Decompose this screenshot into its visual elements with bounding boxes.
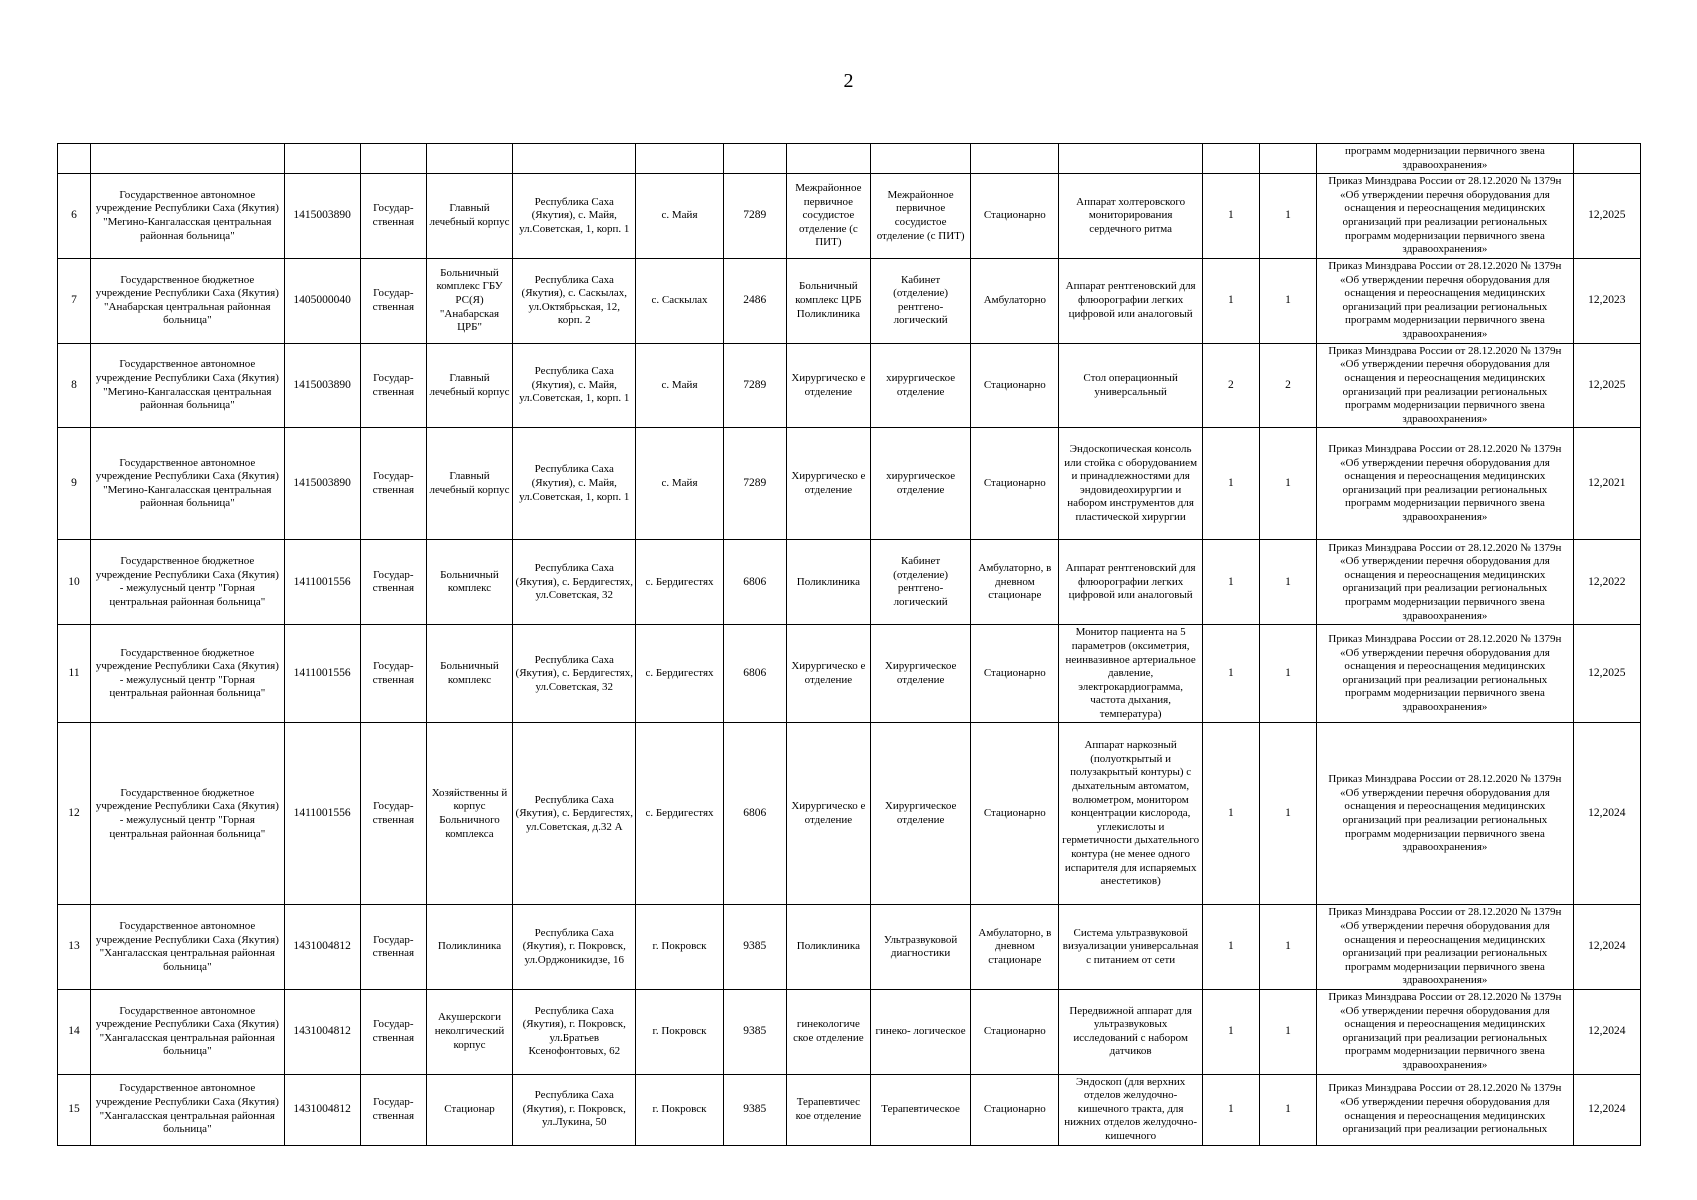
quantity-cell: 1 <box>1259 905 1316 990</box>
date-cell: 12,2023 <box>1573 258 1640 343</box>
table-row <box>58 343 1641 428</box>
table-row <box>58 428 1641 540</box>
inn-cell: 1411001556 <box>284 625 360 723</box>
department-cell: Кабинет (отделение) рентгено-логический <box>870 540 970 625</box>
address-cell: Республика Саха (Якутия), г. Покровск, ул.Братьев Ксенофонтовых, 62 <box>513 990 636 1075</box>
date-cell: 12,2025 <box>1573 625 1640 723</box>
care-form-cell: Амбулаторно, в дневном стационаре <box>971 905 1059 990</box>
care-form-cell: Стационарно <box>971 723 1059 905</box>
organization-cell: Государственное бюджетное учреждение Республики Саха (Якутия) - межулусный центр "Горная центральная районная больница" <box>91 625 284 723</box>
equipment-cell: Аппарат рентгеновский для флюорографии легких цифровой или аналоговый <box>1059 258 1202 343</box>
num-cell: 9 <box>58 428 91 540</box>
building-cell: Хозяйственны й корпус Больничного комплекса <box>426 723 512 905</box>
ownership-cell: Государ-ственная <box>360 428 426 540</box>
ownership-cell: Государ-ственная <box>360 905 426 990</box>
quantity-cell: 1 <box>1259 258 1316 343</box>
equipment-cell: Монитор пациента на 5 параметров (оксиметрия, неинвазивное артериальное давление, электрокардиограмма, частота дыхания, температура) <box>1059 625 1202 723</box>
table-row <box>58 258 1641 343</box>
date-cell: 12,2024 <box>1573 905 1640 990</box>
organization-cell: Государственное автономное учреждение Республики Саха (Якутия) "Мегино-Кангаласская центральная районная больница" <box>91 174 284 259</box>
department-cell: Терапевтическое <box>870 1074 970 1145</box>
ownership-cell: Государ-ственная <box>360 258 426 343</box>
order-cell: Приказ Минздрава России от 28.12.2020 № 1379н «Об утверждении перечня оборудования для оснащения и переоснащения медицинских организаций при реализации региональных программ модернизации первичного звена здравоохранения» <box>1317 905 1574 990</box>
date-cell: 12,2022 <box>1573 540 1640 625</box>
building-cell: Главный лечебный корпус <box>426 174 512 259</box>
num-cell: 10 <box>58 540 91 625</box>
building-cell: Стационар <box>426 1074 512 1145</box>
inn-cell: 1415003890 <box>284 428 360 540</box>
order-cell: Приказ Минздрава России от 28.12.2020 № 1379н «Об утверждении перечня оборудования для оснащения и переоснащения медицинских организаций при реализации региональных программ модернизации первичного звена здравоохранения» <box>1317 625 1574 723</box>
table-row <box>58 625 1641 723</box>
unit-cell: Межрайонное первичное сосудистое отделение (с ПИТ) <box>786 174 870 259</box>
equipment-cell: Аппарат рентгеновский для флюорографии легких цифровой или аналоговый <box>1059 540 1202 625</box>
order-cell: Приказ Минздрава России от 28.12.2020 № 1379н «Об утверждении перечня оборудования для оснащения и переоснащения медицинских организаций при реализации региональных <box>1317 1074 1574 1145</box>
unit-cell: Хирургическо е отделение <box>786 343 870 428</box>
population-cell: 9385 <box>723 990 786 1075</box>
num-cell: 7 <box>58 258 91 343</box>
inn-cell: 1431004812 <box>284 1074 360 1145</box>
care-form-cell: Амбулаторно <box>971 258 1059 343</box>
locality-cell: с. Майя <box>636 343 723 428</box>
quantity-cell: 1 <box>1259 428 1316 540</box>
locality-cell: с. Майя <box>636 174 723 259</box>
locality-cell: г. Покровск <box>636 1074 723 1145</box>
building-cell: Главный лечебный корпус <box>426 428 512 540</box>
quantity-cell: 1 <box>1202 428 1259 540</box>
order-cell: Приказ Минздрава России от 28.12.2020 № 1379н «Об утверждении перечня оборудования для оснащения и переоснащения медицинских организаций при реализации региональных программ модернизации первичного звена здравоохранения» <box>1317 540 1574 625</box>
care-form-cell: Стационарно <box>971 428 1059 540</box>
quantity-cell: 1 <box>1259 174 1316 259</box>
order-cell: Приказ Минздрава России от 28.12.2020 № 1379н «Об утверждении перечня оборудования для оснащения и переоснащения медицинских организаций при реализации региональных программ модернизации первичного звена здравоохранения» <box>1317 258 1574 343</box>
date-cell: 12,2024 <box>1573 990 1640 1075</box>
num-cell: 11 <box>58 625 91 723</box>
population-cell: 9385 <box>723 1074 786 1145</box>
locality-cell: с. Майя <box>636 428 723 540</box>
inn-cell: 1431004812 <box>284 905 360 990</box>
unit-cell: Хирургическо е отделение <box>786 428 870 540</box>
locality-cell: с. Бердигестях <box>636 723 723 905</box>
quantity-cell: 1 <box>1259 990 1316 1075</box>
order-cell: Приказ Минздрава России от 28.12.2020 № 1379н «Об утверждении перечня оборудования для оснащения и переоснащения медицинских организаций при реализации региональных программ модернизации первичного звена здравоохранения» <box>1317 343 1574 428</box>
equipment-cell: Эндоскопическая консоль или стойка с оборудованием и принадлежностями для эндовидеохирургии и набором инструментов для пластической хирургии <box>1059 428 1202 540</box>
locality-cell: г. Покровск <box>636 905 723 990</box>
care-form-cell: Стационарно <box>971 990 1059 1075</box>
building-cell: Поликлиника <box>426 905 512 990</box>
building-cell: Больничный комплекс <box>426 625 512 723</box>
unit-cell: Поликлиника <box>786 540 870 625</box>
quantity-cell: 1 <box>1259 1074 1316 1145</box>
quantity-cell: 1 <box>1202 625 1259 723</box>
department-cell: Хирургическое отделение <box>870 723 970 905</box>
department-cell: хирургическое отделение <box>870 428 970 540</box>
quantity-cell: 1 <box>1202 540 1259 625</box>
ownership-cell: Государ-ственная <box>360 343 426 428</box>
address-cell: Республика Саха (Якутия), с. Бердигестях, ул.Советская, 32 <box>513 625 636 723</box>
inn-cell: 1415003890 <box>284 174 360 259</box>
equipment-cell: Аппарат холтеровского мониторирования сердечного ритма <box>1059 174 1202 259</box>
department-cell: Хирургическое отделение <box>870 625 970 723</box>
quantity-cell: 1 <box>1259 540 1316 625</box>
address-cell: Республика Саха (Якутия), с. Бердигестях, ул.Советская, 32 <box>513 540 636 625</box>
quantity-cell: 1 <box>1259 625 1316 723</box>
unit-cell: Хирургическо е отделение <box>786 723 870 905</box>
date-cell: 12,2025 <box>1573 174 1640 259</box>
ownership-cell: Государ-ственная <box>360 723 426 905</box>
equipment-cell: Система ультразвуковой визуализации универсальная с питанием от сети <box>1059 905 1202 990</box>
ownership-cell: Государ-ственная <box>360 1074 426 1145</box>
inn-cell: 1411001556 <box>284 540 360 625</box>
care-form-cell: Стационарно <box>971 174 1059 259</box>
department-cell: хирургическое отделение <box>870 343 970 428</box>
department-cell: Ультразвуковой диагностики <box>870 905 970 990</box>
organization-cell: Государственное бюджетное учреждение Республики Саха (Якутия) "Анабарская центральная районная больница" <box>91 258 284 343</box>
inn-cell: 1431004812 <box>284 990 360 1075</box>
table-row <box>58 174 1641 259</box>
num-cell: 8 <box>58 343 91 428</box>
order-cell: Приказ Минздрава России от 28.12.2020 № 1379н «Об утверждении перечня оборудования для оснащения и переоснащения медицинских организаций при реализации региональных программ модернизации первичного звена здравоохранения» <box>1317 428 1574 540</box>
ownership-cell: Государ-ственная <box>360 625 426 723</box>
quantity-cell: 1 <box>1259 723 1316 905</box>
population-cell: 7289 <box>723 428 786 540</box>
quantity-cell: 1 <box>1202 905 1259 990</box>
table-row-continuation <box>58 144 1641 174</box>
order-cell: программ модернизации первичного звена здравоохранения» <box>1317 144 1574 174</box>
unit-cell: Хирургическо е отделение <box>786 625 870 723</box>
date-cell: 12,2021 <box>1573 428 1640 540</box>
order-cell: Приказ Минздрава России от 28.12.2020 № 1379н «Об утверждении перечня оборудования для оснащения и переоснащения медицинских организаций при реализации региональных программ модернизации первичного звена здравоохранения» <box>1317 990 1574 1075</box>
population-cell: 6806 <box>723 625 786 723</box>
population-cell: 6806 <box>723 540 786 625</box>
num-cell: 15 <box>58 1074 91 1145</box>
quantity-cell: 1 <box>1202 258 1259 343</box>
order-cell: Приказ Минздрава России от 28.12.2020 № 1379н «Об утверждении перечня оборудования для оснащения и переоснащения медицинских организаций при реализации региональных программ модернизации первичного звена здравоохранения» <box>1317 174 1574 259</box>
ownership-cell: Государ-ственная <box>360 174 426 259</box>
quantity-cell: 1 <box>1202 1074 1259 1145</box>
population-cell: 6806 <box>723 723 786 905</box>
organization-cell: Государственное автономное учреждение Республики Саха (Якутия) "Хангаласская центральная районная больница" <box>91 905 284 990</box>
num-cell: 6 <box>58 174 91 259</box>
care-form-cell: Стационарно <box>971 343 1059 428</box>
quantity-cell: 1 <box>1202 174 1259 259</box>
inn-cell: 1411001556 <box>284 723 360 905</box>
care-form-cell: Амбулаторно, в дневном стационаре <box>971 540 1059 625</box>
address-cell: Республика Саха (Якутия), с. Майя, ул.Советская, 1, корп. 1 <box>513 428 636 540</box>
num-cell: 14 <box>58 990 91 1075</box>
table-row <box>58 905 1641 990</box>
equipment-cell: Аппарат наркозный (полуоткрытый и полузакрытый контуры) с дыхательным автоматом, волюметром, монитором концентрации кислорода, углекислоты и герметичности дыхательного контура (не менее одного испарителя для испаряемых анестетиков) <box>1059 723 1202 905</box>
table-row <box>58 540 1641 625</box>
organization-cell: Государственное бюджетное учреждение Республики Саха (Якутия) - межулусный центр "Горная центральная районная больница" <box>91 540 284 625</box>
locality-cell: с. Саскылах <box>636 258 723 343</box>
care-form-cell: Стационарно <box>971 625 1059 723</box>
address-cell: Республика Саха (Якутия), г. Покровск, ул.Орджоникидзе, 16 <box>513 905 636 990</box>
quantity-cell: 2 <box>1202 343 1259 428</box>
equipment-cell: Стол операционный универсальный <box>1059 343 1202 428</box>
address-cell: Республика Саха (Якутия), с. Бердигестях, ул.Советская, д.32 А <box>513 723 636 905</box>
inn-cell: 1415003890 <box>284 343 360 428</box>
date-cell: 12,2024 <box>1573 1074 1640 1145</box>
inn-cell: 1405000040 <box>284 258 360 343</box>
equipment-table <box>57 143 1641 1146</box>
organization-cell: Государственное бюджетное учреждение Республики Саха (Якутия) - межулусный центр "Горная центральная районная больница" <box>91 723 284 905</box>
building-cell: Акушерскоги неколгический корпус <box>426 990 512 1075</box>
population-cell: 7289 <box>723 174 786 259</box>
ownership-cell: Государ-ственная <box>360 990 426 1075</box>
organization-cell: Государственное автономное учреждение Республики Саха (Якутия) "Мегино-Кангаласская центральная районная больница" <box>91 428 284 540</box>
population-cell: 7289 <box>723 343 786 428</box>
address-cell: Республика Саха (Якутия), с. Саскылах, ул.Октябрьская, 12, корп. 2 <box>513 258 636 343</box>
quantity-cell: 1 <box>1202 990 1259 1075</box>
care-form-cell: Стационарно <box>971 1074 1059 1145</box>
locality-cell: с. Бердигестях <box>636 540 723 625</box>
unit-cell: Больничный комплекс ЦРБ Поликлиника <box>786 258 870 343</box>
locality-cell: с. Бердигестях <box>636 625 723 723</box>
quantity-cell: 2 <box>1259 343 1316 428</box>
building-cell: Больничный комплекс <box>426 540 512 625</box>
equipment-cell: Эндоскоп (для верхних отделов желудочно-кишечного тракта, для нижних отделов желудочно-кишечного <box>1059 1074 1202 1145</box>
unit-cell: гинекологиче ское отделение <box>786 990 870 1075</box>
address-cell: Республика Саха (Якутия), с. Майя, ул.Советская, 1, корп. 1 <box>513 174 636 259</box>
locality-cell: г. Покровск <box>636 990 723 1075</box>
department-cell: гинеко- логическое <box>870 990 970 1075</box>
department-cell: Кабинет (отделение) рентгено-логический <box>870 258 970 343</box>
ownership-cell: Государ-ственная <box>360 540 426 625</box>
quantity-cell: 1 <box>1202 723 1259 905</box>
organization-cell: Государственное автономное учреждение Республики Саха (Якутия) "Хангаласская центральная районная больница" <box>91 1074 284 1145</box>
date-cell: 12,2025 <box>1573 343 1640 428</box>
table-row <box>58 1074 1641 1145</box>
date-cell: 12,2024 <box>1573 723 1640 905</box>
organization-cell: Государственное автономное учреждение Республики Саха (Якутия) "Мегино-Кангаласская центральная районная больница" <box>91 343 284 428</box>
organization-cell: Государственное автономное учреждение Республики Саха (Якутия) "Хангаласская центральная районная больница" <box>91 990 284 1075</box>
equipment-cell: Передвижной аппарат для ультразвуковых исследований с набором датчиков <box>1059 990 1202 1075</box>
num-cell: 13 <box>58 905 91 990</box>
address-cell: Республика Саха (Якутия), г. Покровск, ул.Лукина, 50 <box>513 1074 636 1145</box>
num-cell: 12 <box>58 723 91 905</box>
department-cell: Межрайонное первичное сосудистое отделение (с ПИТ) <box>870 174 970 259</box>
population-cell: 2486 <box>723 258 786 343</box>
address-cell: Республика Саха (Якутия), с. Майя, ул.Советская, 1, корп. 1 <box>513 343 636 428</box>
table-row <box>58 723 1641 905</box>
page-number: 2 <box>843 70 854 92</box>
building-cell: Главный лечебный корпус <box>426 343 512 428</box>
unit-cell: Поликлиника <box>786 905 870 990</box>
order-cell: Приказ Минздрава России от 28.12.2020 № 1379н «Об утверждении перечня оборудования для оснащения и переоснащения медицинских организаций при реализации региональных программ модернизации первичного звена здравоохранения» <box>1317 723 1574 905</box>
population-cell: 9385 <box>723 905 786 990</box>
table-row <box>58 990 1641 1075</box>
building-cell: Больничный комплекс ГБУ РС(Я) "Анабарская ЦРБ" <box>426 258 512 343</box>
unit-cell: Терапевтичес кое отделение <box>786 1074 870 1145</box>
